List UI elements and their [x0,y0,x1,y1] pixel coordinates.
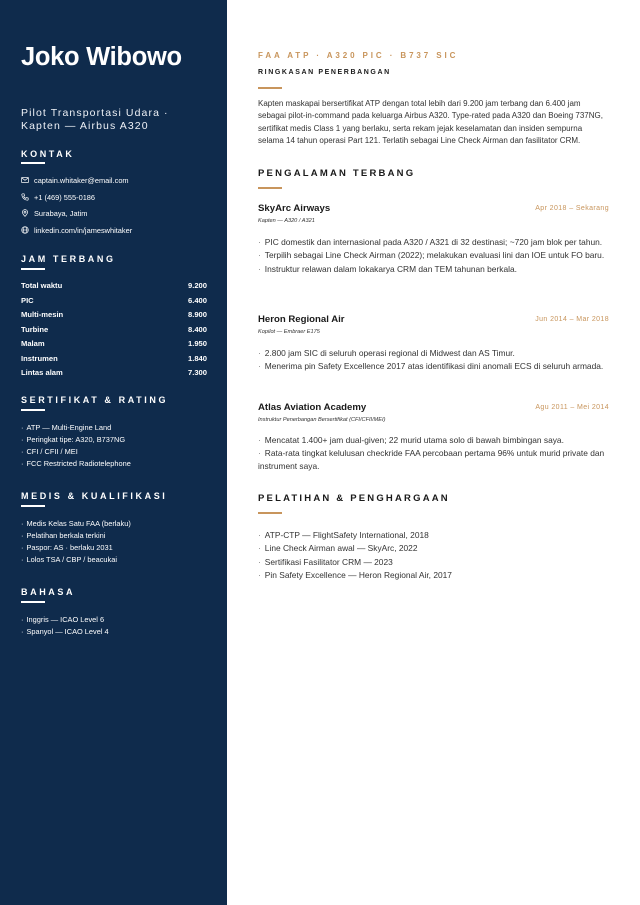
flight-hours-row [21,309,207,321]
flight-hours-value: 6.400 [187,295,207,305]
list-item: · Rata-rata tingkat kelulusan checkride FAA percobaan pertama 96% untuk murid private dan instrument saya. [258,448,605,472]
flight-hours-value: 9.200 [187,281,207,290]
flight-hours-value: 1.840 [187,353,207,363]
candidate-name: Joko Wibowo [21,43,182,71]
list-item: · Line Check Airman awal — SkyArc, 2022 [258,543,418,554]
contact-linkedin-text: linkedin.com/in/jameswhitaker [34,225,133,235]
mail-icon [21,176,29,184]
contact-location [21,207,87,219]
flight-hours-row [21,353,207,365]
candidate-role: Pilot Transportasi Udara · Kapten — Airbus A320 [21,107,169,132]
medical-heading: MEDIS & KUALIFIKASI [21,491,168,501]
flight-hours-row [21,280,207,292]
job-bullets [258,347,610,374]
list-item: · Peringkat tipe: A320, B737NG [21,435,126,444]
flight-hours-row [21,324,207,336]
job-dates: Agu 2011 – Mei 2014 [535,404,609,411]
contact-email-text: captain.whitaker@email.com [34,175,129,185]
job-dates: Apr 2018 – Sekarang [535,205,609,212]
certifications-heading: SERTIFIKAT & RATING [21,395,169,405]
main-content [227,0,640,905]
flight-hours-label: Turbine [21,324,49,334]
phone-icon [21,193,29,201]
certifications-list [21,422,221,470]
flight-hours-value: 7.300 [187,368,207,377]
flight-hours-row [21,295,207,307]
flight-hours-value: 8.900 [187,310,207,319]
flight-hours-value: 8.400 [187,324,207,334]
sidebar [0,0,227,905]
list-item: · Lolos TSA / CBP / beacukai [21,555,117,564]
languages-list [21,614,221,638]
flight-hours-row [21,338,207,350]
list-item: · CFI / CFII / MEI [21,447,78,456]
training-list [258,529,610,582]
flight-hours-heading: JAM TERBANG [21,254,116,264]
experience-divider [258,187,282,189]
certifications-divider [21,409,45,411]
globe-icon [21,226,29,234]
flight-hours-divider [21,268,45,270]
flight-hours-label: Lintas alam [21,368,63,377]
job-bullets [258,434,610,473]
job-company: SkyArc Airways [258,203,331,214]
summary-text: Kapten maskapai bersertifikat ATP dengan total lebih dari 9.200 jam terbang dan 6.400 jam sebagai pilot-in-command pada keluarga Airbus A320. Type-rated pada A320 dan Boeing 737NG, sertifikat medis Class 1 yang berlaku, serta rekam jejak keselamatan dan insiden sempurna selama 14 tahun operasi Part 121. Terlatih sebagai Line Check Airman dan fasilitator CRM. [258,99,603,145]
contact-location-text: Surabaya, Jatim [34,208,88,218]
list-item: · 2.800 jam SIC di seluruh operasi regional di Midwest dan AS Timur. [258,348,515,358]
list-item: · Pin Safety Excellence — Heron Regional Air, 2017 [258,569,452,580]
tagline: FAA ATP · A320 PIC · B737 SIC [258,51,459,60]
flight-hours-label: Total waktu [21,281,63,290]
list-item: · FCC Restricted Radiotelephone [21,459,131,468]
job-dates: Jun 2014 – Mar 2018 [535,316,609,323]
list-item: · ATP-CTP — FlightSafety International, 2018 [258,530,429,540]
list-item: · Inggris — ICAO Level 6 [21,615,105,624]
summary-heading: RINGKASAN PENERBANGAN [258,69,391,76]
flight-hours-label: Malam [21,339,45,348]
contact-phone[interactable] [21,191,95,203]
job-role: Kapten — A320 / A321 [258,218,315,224]
job-role: Instruktur Penerbangan Bersertifikat (CFI/CFII/MEI) [258,417,386,423]
list-item: · Medis Kelas Satu FAA (berlaku) [21,519,131,528]
job-role: Kopilot — Embraer E175 [258,329,320,335]
list-item: · Menerima pin Safety Excellence 2017 atas identifikasi dini anomali ECS di seluruh armada. [258,361,604,372]
flight-hours-label: PIC [21,295,34,305]
list-item: · Terpilih sebagai Line Check Airman (2022); melakukan evaluasi lini dan IOE untuk FO baru. [258,250,605,261]
list-item: · PIC domestik dan internasional pada A320 / A321 di 32 destinasi; ~720 jam blok per tahun. [258,237,603,247]
languages-divider [21,601,45,603]
job-bullets [258,236,610,276]
contact-phone-text: +1 (469) 555-0186 [34,192,96,202]
list-item: · Spanyol — ICAO Level 4 [21,627,109,636]
summary-divider [258,87,282,89]
languages-heading: BAHASA [21,587,76,597]
list-item: · Instruktur relawan dalam lokakarya CRM dan TEM tahunan berkala. [258,263,517,274]
contact-divider [21,162,45,164]
list-item: · Paspor: AS · berlaku 2031 [21,543,113,552]
list-item: · Sertifikasi Fasilitator CRM — 2023 [258,556,393,567]
flight-hours-label: Multi-mesin [21,310,64,319]
flight-hours-label: Instrumen [21,353,58,363]
location-pin-icon [21,209,29,217]
medical-divider [21,505,45,507]
job-company: Atlas Aviation Academy [258,402,367,413]
contact-heading: KONTAK [21,149,75,159]
experience-heading: PENGALAMAN TERBANG [258,168,416,179]
flight-hours-row [21,367,207,379]
contact-linkedin[interactable] [21,224,132,236]
job-company: Heron Regional Air [258,314,345,325]
medical-list [21,518,221,566]
list-item: · ATP — Multi-Engine Land [21,423,112,432]
flight-hours-value: 1.950 [187,339,207,348]
list-item: · Pelatihan berkala terkini [21,531,106,540]
list-item: · Mencatat 1.400+ jam dual-given; 22 murid utama solo di bawah bimbingan saya. [258,435,564,445]
training-heading: PELATIHAN & PENGHARGAAN [258,493,450,504]
contact-email[interactable] [21,174,129,186]
training-divider [258,512,282,514]
